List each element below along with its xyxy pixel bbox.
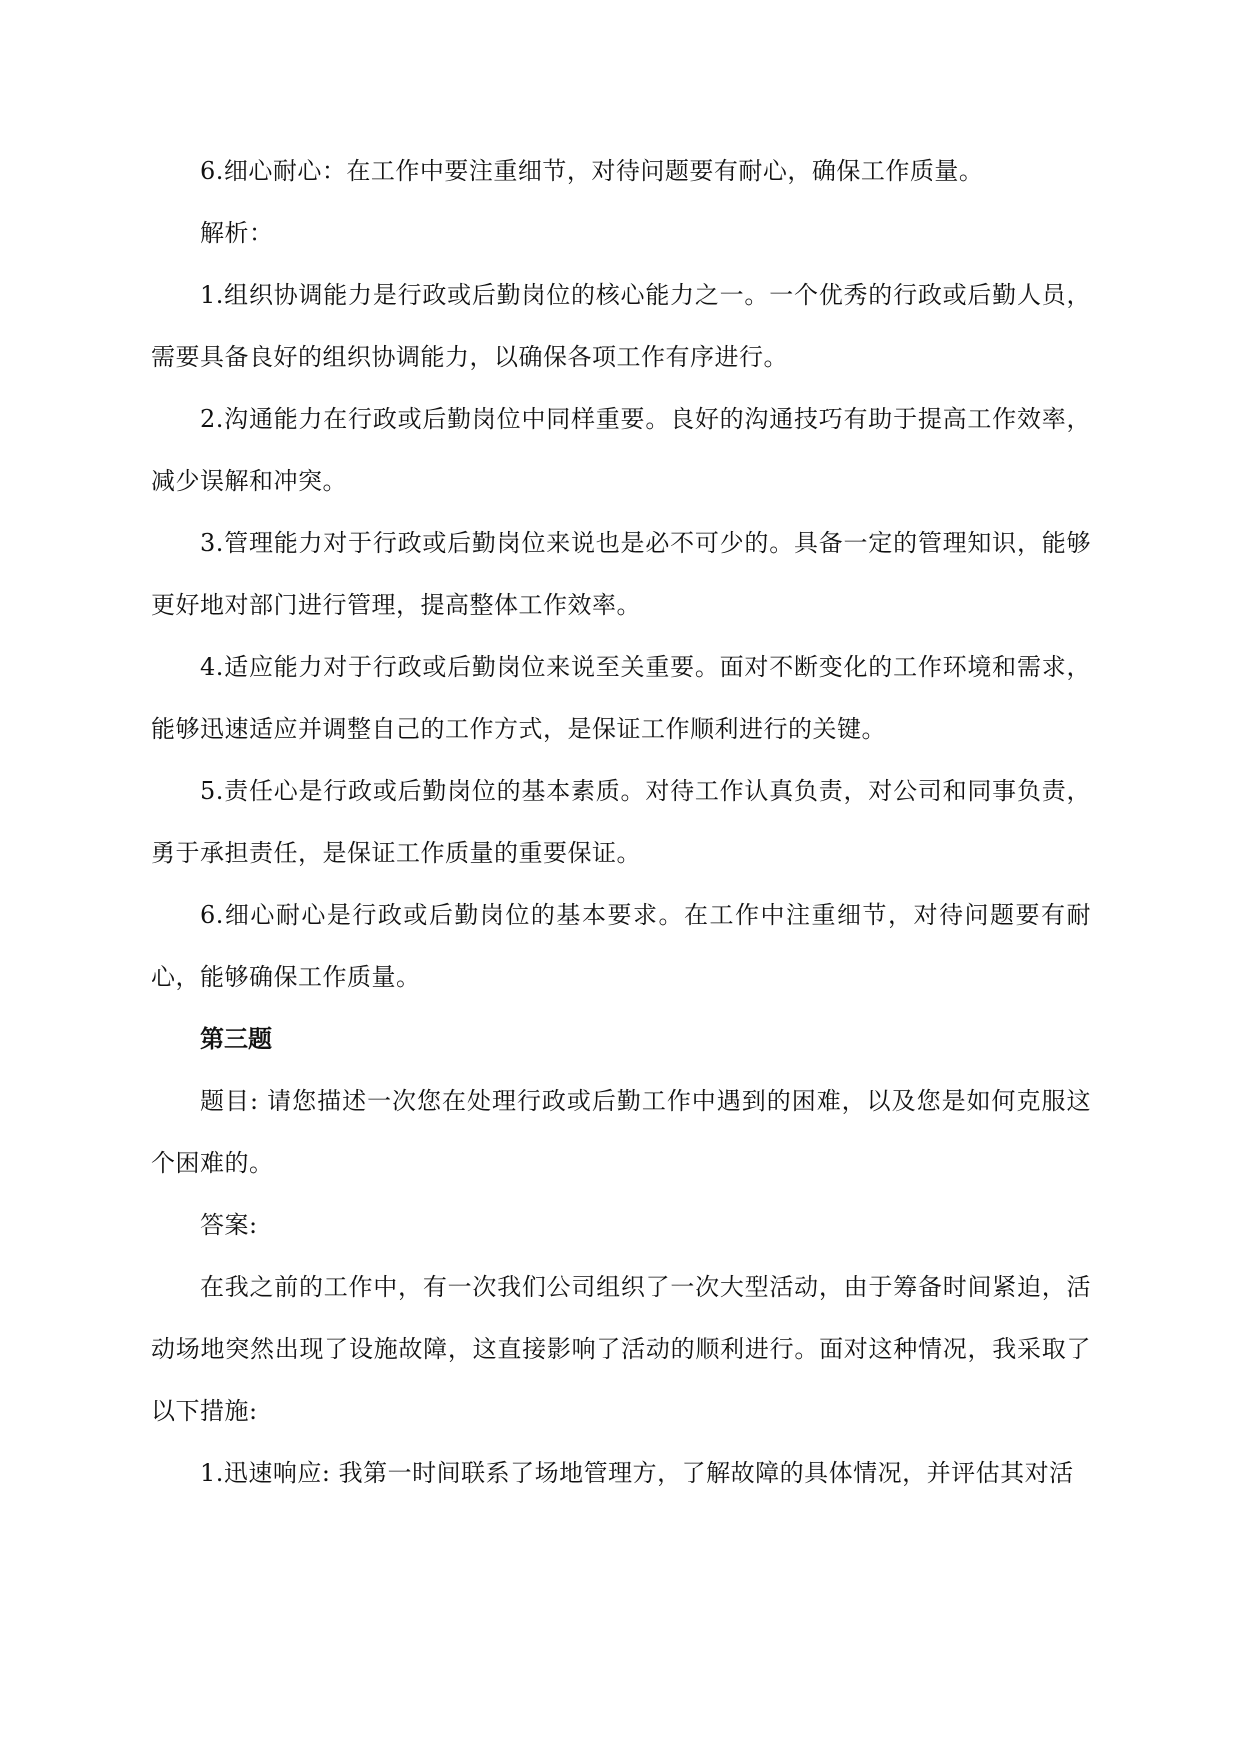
analysis-item-4: 4.适应能力对于行政或后勤岗位来说至关重要。面对不断变化的工作环境和需求，能够迅速适应并调整自己的工作方式，是保证工作顺利进行的关键。 (151, 653, 1091, 743)
analysis-item-1: 1.组织协调能力是行政或后勤岗位的核心能力之一。一个优秀的行政或后勤人员，需要具备良好的组织协调能力，以确保各项工作有序进行。 (151, 281, 1091, 371)
analysis-item-2: 2.沟通能力在行政或后勤岗位中同样重要。良好的沟通技巧有助于提高工作效率，减少误解和冲突。 (151, 405, 1091, 495)
answer-label: 答案: (200, 1211, 258, 1239)
section-heading-question-3: 第三题 (200, 1025, 272, 1053)
paragraph-6-attentive-patient: 6.细心耐心：在工作中要注重细节，对待问题要有耐心，确保工作质量。 (200, 157, 984, 185)
answer-step-1: 1.迅速响应: 我第一时间联系了场地管理方，了解故障的具体情况，并评估其对活 (200, 1459, 1074, 1487)
analysis-item-6: 6.细心耐心是行政或后勤岗位的基本要求。在工作中注重细节，对待问题要有耐心，能够确保工作质量。 (151, 901, 1091, 991)
question-text: 题目: 请您描述一次您在处理行政或后勤工作中遇到的困难，以及您是如何克服这个困难的。 (151, 1087, 1091, 1177)
analysis-item-5: 5.责任心是行政或后勤岗位的基本素质。对待工作认真负责，对公司和同事负责，勇于承担责任，是保证工作质量的重要保证。 (151, 777, 1091, 867)
document-body (151, 140, 1091, 1504)
answer-paragraph: 在我之前的工作中，有一次我们公司组织了一次大型活动，由于筹备时间紧迫，活动场地突然出现了设施故障，这直接影响了活动的顺利进行。面对这种情况，我采取了以下措施: (151, 1273, 1091, 1425)
analysis-label: 解析： (200, 219, 274, 247)
analysis-item-3: 3.管理能力对于行政或后勤岗位来说也是必不可少的。具备一定的管理知识，能够更好地对部门进行管理，提高整体工作效率。 (151, 529, 1091, 619)
